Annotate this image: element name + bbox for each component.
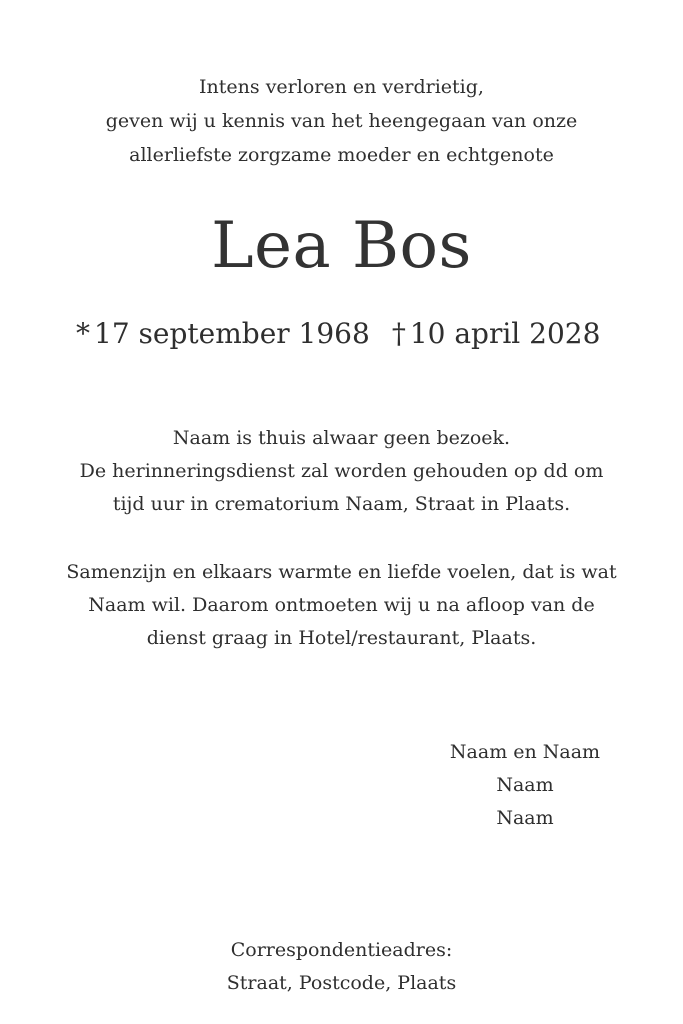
death-symbol: † [391, 317, 406, 350]
birth-symbol: * [76, 317, 90, 350]
correspondence-address [0, 934, 683, 1000]
service-paragraph [0, 422, 683, 521]
death-date: 10 april 2028 [409, 317, 601, 350]
life-dates [76, 314, 636, 354]
gathering-paragraph [0, 556, 683, 655]
intro-line: Intens verloren en verdrietig, [199, 76, 484, 98]
paragraph-line: Naam is thuis alwaar geen bezoek. [172, 427, 511, 449]
paragraph-line: Naam wil. Daarom ontmoeten wij u na afloop van de [88, 594, 595, 616]
signer-name: Naam en Naam [449, 741, 601, 763]
paragraph-line: tijd uur in crematorium Naam, Straat in Plaats. [112, 493, 571, 515]
signers-list [430, 736, 620, 835]
signer-name: Naam [496, 774, 554, 796]
intro-text [0, 70, 683, 172]
address-line: Straat, Postcode, Plaats [226, 972, 457, 994]
paragraph-line: Samenzijn en elkaars warmte en liefde voelen, dat is wat [66, 561, 617, 583]
intro-line: geven wij u kennis van het heengegaan van onze [105, 110, 578, 132]
birth-date: 17 september 1968 [94, 317, 370, 350]
deceased-name: Lea Bos [211, 209, 472, 283]
paragraph-line: De herinneringsdienst zal worden gehouden op dd om [79, 460, 604, 482]
intro-line: allerliefste zorgzame moeder en echtgenote [129, 144, 554, 166]
address-heading: Correspondentieadres: [230, 939, 453, 961]
signer-name: Naam [496, 807, 554, 829]
paragraph-line: dienst graag in Hotel/restaurant, Plaats. [146, 627, 537, 649]
